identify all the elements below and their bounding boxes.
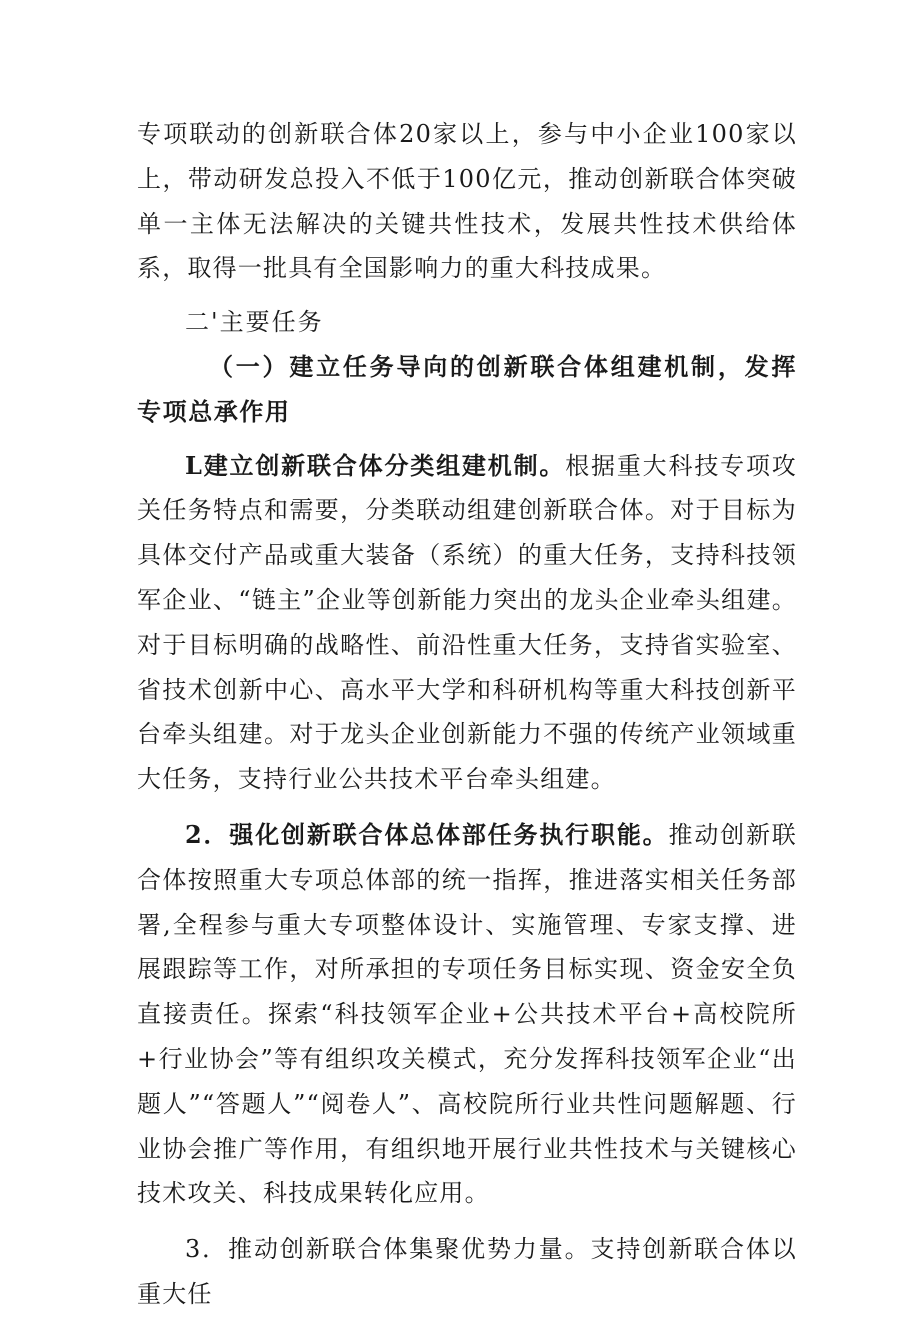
section-title: 二'主要任务 xyxy=(185,308,324,337)
intro-paragraph: 专项联动的创新联合体20家以上，参与中小企业100家以上，带动研发总投入不低于100亿元，推动创新联合体突破单一主体无法解决的关键共性技术，发展共性技术供给体系，取得一批具有全国影响力的重大科技成果。 xyxy=(137,120,797,283)
document-body xyxy=(137,112,797,1317)
item-2-body: 推动创新联合体按照重大专项总体部的统一指挥，推进落实相关任务部署,全程参与重大专项整体设计、实施管理、专家支撑、进展跟踪等工作，对所承担的专项任务目标实现、资金安全负直接责任。探索“科技领军企业+公共技术平台+高校院所+行业协会”等有组织攻关模式，充分发挥科技领军企业“出题人”“答题人”“阅卷人”、高校院所行业共性问题解题、行业协会推广等作用，有组织地开展行业共性技术与关键核心技术攻关、科技成果转化应用。 xyxy=(137,820,798,1208)
item-1-lead: L建立创新联合体分类组建机制。 xyxy=(185,450,566,480)
item-2-lead: 2．强化创新联合体总体部任务执行职能。 xyxy=(185,819,669,849)
item-1-paragraph xyxy=(137,444,797,802)
item-1-body: 根据重大科技专项攻关任务特点和需要，分类联动组建创新联合体。对于目标为具体交付产品或重大装备（系统）的重大任务，支持科技领军企业、“链主”企业等创新能力突出的龙头企业牵头组建。对于目标明确的战略性、前沿性重大任务，支持省实验室、省技术创新中心、高水平大学和科研机构等重大科技创新平台牵头组建。对于龙头企业创新能力不强的传统产业领域重大任务，支持行业公共技术平台牵头组建。 xyxy=(137,451,797,794)
item-3-paragraph: 3．推动创新联合体集聚优势力量。支持创新联合体以重大任 xyxy=(137,1235,797,1308)
subsection-title: （一）建立任务导向的创新联合体组建机制，发挥专项总承作用 xyxy=(137,351,797,426)
item-2-paragraph xyxy=(137,813,797,1216)
